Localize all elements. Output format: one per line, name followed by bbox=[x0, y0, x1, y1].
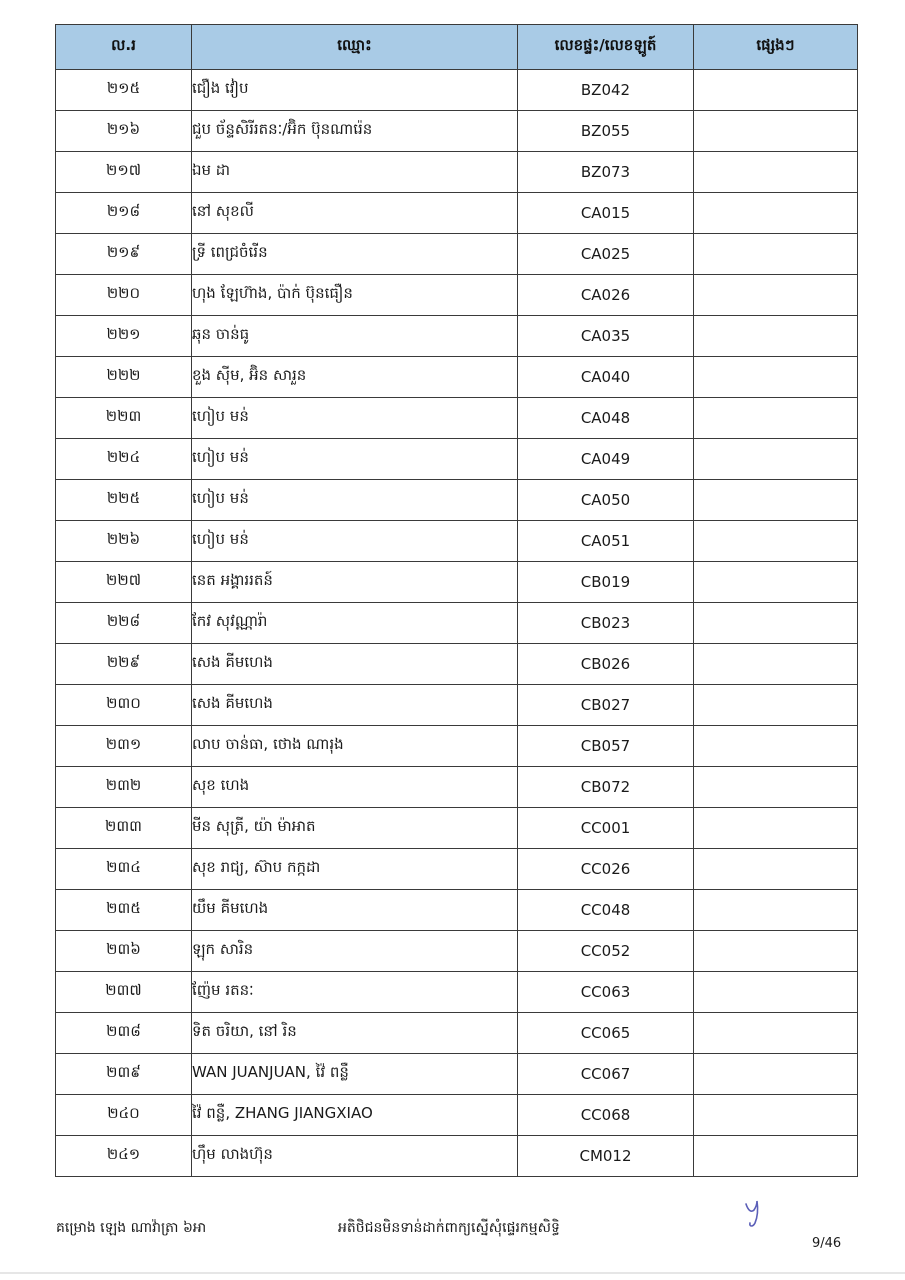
table-row bbox=[56, 644, 858, 685]
table-row bbox=[56, 1013, 858, 1054]
row-other bbox=[694, 316, 858, 357]
table-row bbox=[56, 1136, 858, 1177]
header-name: ឈ្មោះ bbox=[192, 25, 518, 70]
row-number: ២៣០ bbox=[56, 685, 192, 726]
row-house-lot-number: BZ073 bbox=[518, 152, 694, 193]
row-name: មីន សុត្រី, យ៉ា ម៉ាអាត bbox=[192, 808, 518, 849]
row-name: ឆុន ចាន់ធូ bbox=[192, 316, 518, 357]
row-name: ហ៊ឹម លាងហ៊ុន bbox=[192, 1136, 518, 1177]
row-name: សុខ រាជ្យ, ស៊ាប កក្កដា bbox=[192, 849, 518, 890]
row-number: ២៣៣ bbox=[56, 808, 192, 849]
row-number: ២៣៧ bbox=[56, 972, 192, 1013]
row-name: ខួង ស៊ីម, អ៊ិន សារួន bbox=[192, 357, 518, 398]
row-house-lot-number: CB023 bbox=[518, 603, 694, 644]
page-number: 9/46 bbox=[812, 1236, 842, 1251]
row-number: ២២៩ bbox=[56, 644, 192, 685]
row-name: ហុង ឡែហ៊ាង, ប៉ាក់ ប៊ុនធឿន bbox=[192, 275, 518, 316]
table-row bbox=[56, 808, 858, 849]
row-other bbox=[694, 890, 858, 931]
row-name: យឹម គីមហេង bbox=[192, 890, 518, 931]
table-row bbox=[56, 398, 858, 439]
row-other bbox=[694, 1013, 858, 1054]
row-other bbox=[694, 1136, 858, 1177]
table-row bbox=[56, 275, 858, 316]
row-other bbox=[694, 644, 858, 685]
header-other: ផ្សេងៗ bbox=[694, 25, 858, 70]
row-name: ទ្រី ពេជ្រចំរើន bbox=[192, 234, 518, 275]
row-other bbox=[694, 562, 858, 603]
row-name: សុខ ហេង bbox=[192, 767, 518, 808]
row-other bbox=[694, 603, 858, 644]
row-name: ហៀប មន់ bbox=[192, 439, 518, 480]
row-house-lot-number: CA015 bbox=[518, 193, 694, 234]
row-number: ២១៦ bbox=[56, 111, 192, 152]
table-row bbox=[56, 726, 858, 767]
row-other bbox=[694, 357, 858, 398]
row-other bbox=[694, 1054, 858, 1095]
row-number: ២២៤ bbox=[56, 439, 192, 480]
row-house-lot-number: CC065 bbox=[518, 1013, 694, 1054]
table-row bbox=[56, 234, 858, 275]
row-name: ជឿង វៀប bbox=[192, 70, 518, 111]
row-house-lot-number: BZ055 bbox=[518, 111, 694, 152]
row-name: ទិត ចរិយា, នៅ រិន bbox=[192, 1013, 518, 1054]
row-house-lot-number: CB027 bbox=[518, 685, 694, 726]
table-row bbox=[56, 70, 858, 111]
row-house-lot-number: CA048 bbox=[518, 398, 694, 439]
row-house-lot-number: CA051 bbox=[518, 521, 694, 562]
row-house-lot-number: CM012 bbox=[518, 1136, 694, 1177]
row-other bbox=[694, 70, 858, 111]
row-number: ២៤០ bbox=[56, 1095, 192, 1136]
row-name: ឡុក សារិន bbox=[192, 931, 518, 972]
row-name: សេង គីមហេង bbox=[192, 685, 518, 726]
table-row bbox=[56, 972, 858, 1013]
table-row bbox=[56, 480, 858, 521]
row-number: ២២១ bbox=[56, 316, 192, 357]
row-other bbox=[694, 480, 858, 521]
row-name: លាប ចាន់ធា, ថោង ណារុង bbox=[192, 726, 518, 767]
row-name: នេត អង្គាររតន៍ bbox=[192, 562, 518, 603]
row-number: ២១៩ bbox=[56, 234, 192, 275]
row-name: ញ៉ែម រតនៈ bbox=[192, 972, 518, 1013]
row-number: ២២៣ bbox=[56, 398, 192, 439]
handwritten-initial-icon bbox=[742, 1196, 770, 1230]
row-house-lot-number: CC048 bbox=[518, 890, 694, 931]
row-name: ហៀប មន់ bbox=[192, 480, 518, 521]
row-house-lot-number: CC063 bbox=[518, 972, 694, 1013]
row-house-lot-number: CA025 bbox=[518, 234, 694, 275]
row-name: សេង គីមហេង bbox=[192, 644, 518, 685]
row-name: ឯម ដា bbox=[192, 152, 518, 193]
table-header-row bbox=[56, 25, 858, 70]
row-number: ២៣៥ bbox=[56, 890, 192, 931]
table-body bbox=[56, 70, 858, 1177]
row-house-lot-number: CA035 bbox=[518, 316, 694, 357]
row-number: ២១៧ bbox=[56, 152, 192, 193]
row-number: ២២៨ bbox=[56, 603, 192, 644]
row-other bbox=[694, 849, 858, 890]
table-row bbox=[56, 1095, 858, 1136]
table-row bbox=[56, 193, 858, 234]
row-house-lot-number: CB072 bbox=[518, 767, 694, 808]
row-house-lot-number: CC068 bbox=[518, 1095, 694, 1136]
table-row bbox=[56, 152, 858, 193]
row-house-lot-number: CB019 bbox=[518, 562, 694, 603]
row-number: ២១៨ bbox=[56, 193, 192, 234]
table-row bbox=[56, 357, 858, 398]
row-house-lot-number: BZ042 bbox=[518, 70, 694, 111]
row-name: ហៀប មន់ bbox=[192, 398, 518, 439]
row-number: ២៣៤ bbox=[56, 849, 192, 890]
header-house-lot-number: លេខផ្ទះ/លេខឡូត៍ bbox=[518, 25, 694, 70]
row-other bbox=[694, 398, 858, 439]
row-number: ២២៧ bbox=[56, 562, 192, 603]
row-other bbox=[694, 726, 858, 767]
row-number: ២១៥ bbox=[56, 70, 192, 111]
row-house-lot-number: CA050 bbox=[518, 480, 694, 521]
row-number: ២៣៩ bbox=[56, 1054, 192, 1095]
table-row bbox=[56, 685, 858, 726]
row-other bbox=[694, 275, 858, 316]
table-row bbox=[56, 111, 858, 152]
row-other bbox=[694, 1095, 858, 1136]
row-other bbox=[694, 439, 858, 480]
table-row bbox=[56, 521, 858, 562]
row-name: ជួប ច័ន្ទសិរីរតនៈ/អ៊ិក ប៊ុនណារ៉េន bbox=[192, 111, 518, 152]
row-house-lot-number: CC026 bbox=[518, 849, 694, 890]
row-other bbox=[694, 931, 858, 972]
table-row bbox=[56, 316, 858, 357]
row-other bbox=[694, 685, 858, 726]
table-row bbox=[56, 603, 858, 644]
row-house-lot-number: CB057 bbox=[518, 726, 694, 767]
row-number: ២៤១ bbox=[56, 1136, 192, 1177]
row-house-lot-number: CA040 bbox=[518, 357, 694, 398]
row-name: WAN JUANJUAN, វ៉ៃ ពន្លឺ bbox=[192, 1054, 518, 1095]
footer-description: អតិថិជនមិនទាន់ដាក់ពាក្យស្នើសុំផ្ទេរកម្មសិទ្ធិ bbox=[338, 1220, 560, 1236]
table-row bbox=[56, 767, 858, 808]
row-number: ២៣២ bbox=[56, 767, 192, 808]
row-number: ២២២ bbox=[56, 357, 192, 398]
row-name: នៅ សុខលី bbox=[192, 193, 518, 234]
row-number: ២២០ bbox=[56, 275, 192, 316]
row-other bbox=[694, 152, 858, 193]
row-number: ២៣៦ bbox=[56, 931, 192, 972]
table-row bbox=[56, 439, 858, 480]
header-number: ល.រ bbox=[56, 25, 192, 70]
bottom-edge-line bbox=[0, 1272, 905, 1274]
table-row bbox=[56, 1054, 858, 1095]
table-row bbox=[56, 849, 858, 890]
row-number: ២២៦ bbox=[56, 521, 192, 562]
row-name: កែវ សុវណ្ណារ៉ា bbox=[192, 603, 518, 644]
row-house-lot-number: CC001 bbox=[518, 808, 694, 849]
row-other bbox=[694, 808, 858, 849]
row-name: វ៉ៃ ពន្លឺ, ZHANG JIANGXIAO bbox=[192, 1095, 518, 1136]
row-other bbox=[694, 111, 858, 152]
row-house-lot-number: CA026 bbox=[518, 275, 694, 316]
table-row bbox=[56, 890, 858, 931]
row-other bbox=[694, 193, 858, 234]
row-house-lot-number: CA049 bbox=[518, 439, 694, 480]
row-number: ២២៥ bbox=[56, 480, 192, 521]
row-name: ហៀប មន់ bbox=[192, 521, 518, 562]
row-number: ២៣១ bbox=[56, 726, 192, 767]
footer-project-name: គម្រោង ឡេង ណាវ៉ាត្រា ៦អា bbox=[56, 1220, 207, 1236]
row-house-lot-number: CC067 bbox=[518, 1054, 694, 1095]
row-number: ២៣៨ bbox=[56, 1013, 192, 1054]
row-other bbox=[694, 521, 858, 562]
row-house-lot-number: CB026 bbox=[518, 644, 694, 685]
table-row bbox=[56, 931, 858, 972]
row-house-lot-number: CC052 bbox=[518, 931, 694, 972]
row-other bbox=[694, 234, 858, 275]
table-row bbox=[56, 562, 858, 603]
customer-table bbox=[55, 24, 858, 1177]
row-other bbox=[694, 972, 858, 1013]
row-other bbox=[694, 767, 858, 808]
